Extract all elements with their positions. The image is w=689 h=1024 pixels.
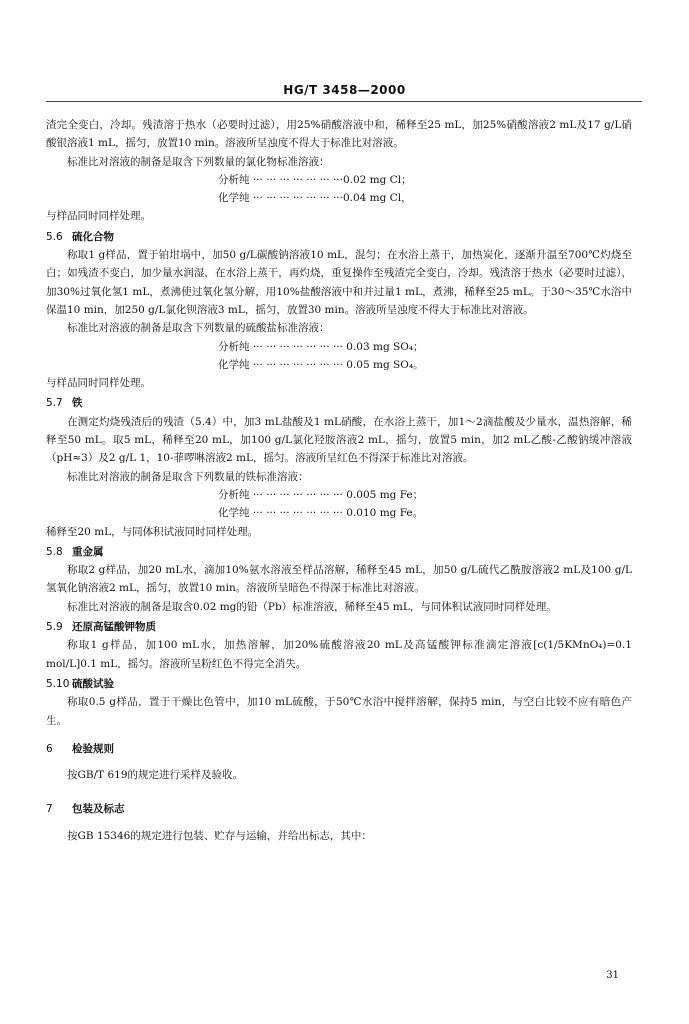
section-title: 检验规则 [72,742,114,755]
section-5-7-heading [46,394,632,412]
sulfate-ar-line: 分析纯 ··· ··· ··· ··· ··· ··· ··· 0.03 mg SO₄； [218,340,424,353]
iron-tail: 稀释至20 mL，与同体积试液同时同样处理。 [46,525,259,538]
spacer [46,730,632,738]
spacer [46,784,632,798]
chloride-tail: 与样品同时同样处理。 [46,210,151,223]
section-number: 5.6 [46,230,63,243]
section-5-9-heading [46,618,632,636]
iron-cp-line: 化学纯 ··· ··· ··· ··· ··· ··· ··· 0.010 mg Fe。 [218,507,424,520]
section-5-6-heading [46,228,632,246]
section-title: 重金属 [72,545,104,558]
iron-ar-line: 分析纯 ··· ··· ··· ··· ··· ··· ··· 0.005 mg Fe； [218,488,424,501]
section-title: 硫化合物 [72,230,114,243]
sulfate-standard-intro: 标准比对溶液的制备是取含下列数量的硫酸盐标准溶液： [67,322,330,335]
section-title: 硫酸试验 [72,677,114,690]
spacer [46,758,632,766]
section-5-6-paragraph: 称取1 g样品，置于铂坩埚中，加50 g/L碳酸钠溶液10 mL，混匀；在水浴上蒸干，加热炭化，逐渐升温至700℃灼烧至白；如残渣不变白，加少量水润湿，在水浴上蒸干，再灼烧，重复操作至残渣完全变白，冷却。残渣溶于热水（必要时过滤），加30%过氧化氢1 mL，煮沸使过氧化氢分解，用10%盐酸溶液中和并过量1 mL，煮沸，稀释至25 mL。于30～35℃水浴中保温10 min，加250 g/L氯化钡溶液3 mL，摇匀，放置30 min。溶液所呈浊度不得大于标准比对溶液。 [46,249,632,316]
section-6-paragraph: 按GB/T 619的规定进行采样及验收。 [67,769,244,782]
sulfate-tail: 与样品同时同样处理。 [46,377,151,390]
section-number: 6 [46,742,53,755]
page-number: 31 [606,970,619,981]
section-number: 5.8 [46,545,63,558]
section-7-paragraph: 按GB 15346的规定进行包装、贮存与运输，并给出标志，其中： [67,829,372,842]
section-5-10-heading [46,675,632,693]
section-number: 5.9 [46,621,63,634]
section-5-8-paragraph: 称取2 g样品，加20 mL水，滴加10%氨水溶液至样品溶解，稀释至45 mL，加50 g/L硫代乙酰胺溶液2 mL及100 g/L氢氧化钠溶液2 mL，摇匀，放置10 min。溶液所呈暗色不得深于标准比对溶液。 [46,564,632,595]
chloride-standard-intro: 标准比对溶液的制备是取含下列数量的氯化物标准溶液： [67,155,330,168]
section-5-7-paragraph: 在测定灼烧残渣后的残渣（5.4）中，加3 mL盐酸及1 mL硝酸，在水浴上蒸干，加1～2滴盐酸及少量水，温热溶解，稀释至50 mL。取5 mL，稀释至20 mL，加100 g/L氯化羟胺溶液2 mL，摇匀，放置5 min，加2 mL乙酸-乙酸钠缓冲溶液（pH≈3）及2 g/L 1，10-菲啰啉溶液2 mL，摇匀。溶液所呈红色不得深于标准比对溶液。 [46,415,632,465]
header-rule [46,101,642,102]
section-number: 5.10 [46,677,70,690]
section-number: 5.7 [46,397,63,410]
section-5-9-paragraph: 称取1 g样品，加100 mL水，加热溶解，加20%硫酸溶液20 mL及高锰酸钾标准滴定溶液[c(1/5KMnO₄)=0.1 mol/L]0.1 mL，摇匀。溶液所呈粉红色不得完全消失。 [46,639,632,670]
section-5-10-paragraph: 称取0.5 g样品，置于干燥比色管中，加10 mL硫酸，于50℃水浴中搅拌溶解，保持5 min，与空白比较不应有暗色产生。 [46,696,632,727]
section-7-heading [46,800,632,818]
section-6-heading [46,740,632,758]
sulfate-cp-line: 化学纯 ··· ··· ··· ··· ··· ··· ··· 0.05 mg SO₄。 [218,358,424,371]
section-number: 7 [46,803,53,816]
spacer [46,819,632,827]
section-title: 铁 [72,397,83,410]
standard-header: HG/T 3458—2000 [283,83,406,97]
paragraph-intro: 渣完全变白，冷却。残渣溶于热水（必要时过滤），用25%硝酸溶液中和，稀释至25 mL，加25%硝酸溶液2 mL及17 g/L硝酸银溶液1 mL，摇匀，放置10 min。溶液所呈浊度不得大于标准比对溶液。 [46,119,632,150]
chloride-cp-line: 化学纯 ··· ··· ··· ··· ··· ··· ···0.04 mg Cl， [218,192,412,205]
section-title: 包装及标志 [72,803,125,816]
section-title: 还原高锰酸钾物质 [72,621,156,634]
iron-standard-intro: 标准比对溶液的制备是取含下列数量的铁标准溶液： [67,470,309,483]
chloride-ar-line: 分析纯 ··· ··· ··· ··· ··· ··· ···0.02 mg Cl； [218,173,412,186]
document-body [46,116,632,845]
section-5-8-paragraph-2: 标准比对溶液的制备是取含0.02 mg的铅（Pb）标准溶液，稀释至45 mL，与同体积试液同时同样处理。 [67,600,557,613]
section-5-8-heading [46,543,632,561]
